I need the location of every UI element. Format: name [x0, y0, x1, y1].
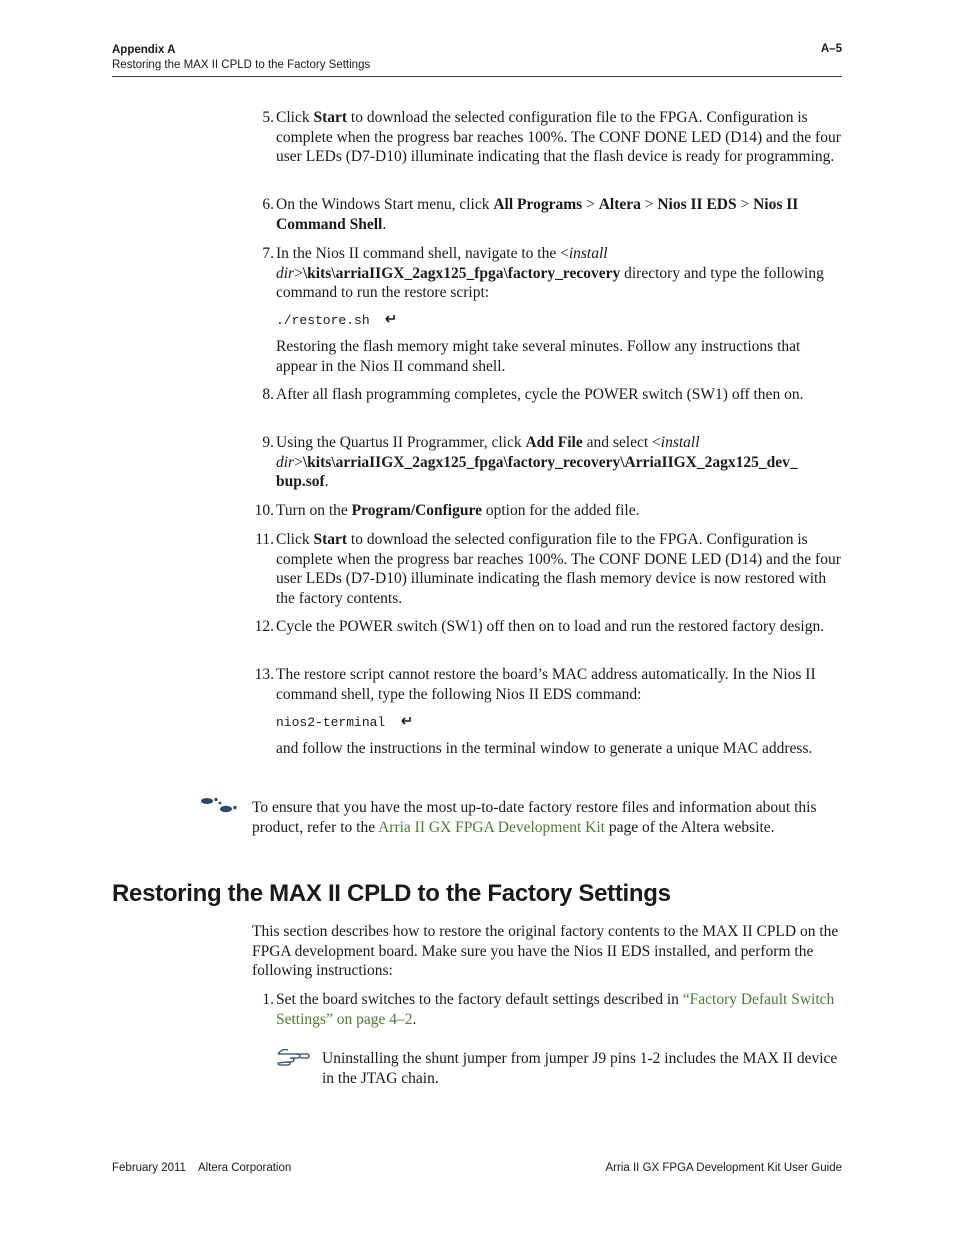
step-text — [276, 530, 842, 608]
running-header — [112, 43, 370, 73]
text-run: After all flash programming completes, cycle the POWER switch (SW1) off then on. — [276, 386, 804, 403]
tip-text: To ensure that you have the most up-to-date factory restore files and information about this product, refer to the Arria II GX FPGA Development Kit page of the Altera website. — [252, 799, 817, 836]
step-text — [276, 244, 842, 303]
step-text — [276, 433, 842, 492]
text-run: Using the Quartus II Programmer, click — [276, 434, 526, 451]
text-run: . — [382, 215, 387, 233]
kit-page-link[interactable]: Arria II GX FPGA Development Kit — [378, 818, 605, 836]
footprints-icon — [200, 796, 240, 814]
text-run: In the Nios II command shell, navigate to the < — [276, 245, 569, 262]
step-text — [276, 385, 842, 405]
text-run: option for the added file. — [481, 502, 640, 519]
header-section: Restoring the MAX II CPLD to the Factory Settings — [112, 59, 371, 71]
step-text — [276, 195, 842, 234]
text-run: Click — [276, 531, 314, 548]
switch-settings-link[interactable]: “Factory Default Switch Settings” on page 4–2 — [276, 991, 835, 1028]
return-key-icon — [399, 716, 413, 726]
text-run: > — [294, 453, 303, 471]
step-text — [276, 665, 842, 704]
step-number: 5. — [262, 109, 274, 126]
step-number: 13. — [254, 666, 274, 683]
italic-term: install dir — [276, 245, 608, 282]
note-text: Uninstalling the shunt jumper from jumper J9 pins 1-2 includes the MAX II device in the JTAG chain. — [322, 1050, 838, 1087]
text-run: Click — [276, 109, 314, 126]
text-run: The restore script cannot restore the board’s MAC address automatically. In the Nios II command shell, type the following Nios II EDS command: — [276, 666, 816, 703]
header-appendix: Appendix A — [112, 44, 176, 56]
text-run: > — [582, 196, 599, 213]
header-divider — [112, 76, 842, 77]
text-run: > — [640, 196, 658, 213]
bold-term: \kits\arriaIIGX_2agx125_fpga\factory_recovery — [302, 264, 621, 282]
bold-term: Nios II Command Shell — [276, 196, 799, 233]
pointing-hand-icon — [276, 1046, 310, 1066]
code-text: ./restore.sh — [276, 313, 370, 328]
step-text — [276, 501, 842, 521]
italic-term: install dir — [276, 434, 700, 471]
text-run: > — [736, 196, 754, 213]
code-text: nios2-terminal — [276, 715, 386, 730]
step-number: 6. — [262, 196, 274, 213]
page-number: A–5 — [820, 43, 842, 55]
step-text — [276, 617, 842, 637]
code-nios — [276, 715, 842, 731]
text-run: On the Windows Start menu, click — [276, 196, 494, 213]
step-number: 7. — [262, 245, 274, 262]
section-intro: This section describes how to restore the original factory contents to the MAX II CPLD on the FPGA development board. Make sure you have the Nios II EDS installed, and perform the following instructions: — [252, 923, 839, 980]
footer-date: February 2011 — [112, 1162, 186, 1174]
text-run: directory and type the following command to run the restore script: — [276, 264, 824, 302]
text-run: Turn on the — [276, 502, 352, 519]
bold-term: Nios II EDS — [657, 196, 737, 213]
code-restore — [276, 313, 842, 329]
text-run: Cycle the POWER switch (SW1) off then on to load and run the restored factory design. — [276, 618, 825, 635]
text-run: to download the selected configuration file to the FPGA. Configuration is complete when the progress bar reaches 100%. The CONF DONE LED (D14) and the four user LEDs (D7-D10) illuminate indicating the flash memory device is now restored with the factory contents. — [276, 531, 841, 607]
step-number: 9. — [262, 434, 274, 451]
step-text — [276, 108, 842, 167]
section-title: Restoring the MAX II CPLD to the Factory Settings — [112, 880, 671, 907]
bold-term: Start — [313, 109, 348, 126]
return-key-icon — [383, 314, 397, 324]
step-number: 11. — [255, 531, 274, 548]
text-run: > — [294, 264, 303, 282]
footer-guide-title: Arria II GX FPGA Development Kit User Guide — [605, 1162, 842, 1174]
bold-term: Altera — [598, 196, 641, 213]
bold-term: Add File — [525, 434, 583, 451]
step-text: Set the board switches to the factory default settings described in “Factory Default Switch Settings” on page 4–2. — [276, 991, 835, 1028]
bold-term: Program/Configure — [351, 502, 482, 519]
text-run: and select < — [582, 434, 661, 451]
footer-left — [112, 1162, 291, 1174]
text-run: to download the selected configuration file to the FPGA. Configuration is complete when the progress bar reaches 100%. The CONF DONE LED (D14) and the four user LEDs (D7-D10) illuminate indicating that the flash device is ready for programming. — [276, 109, 841, 166]
step-number: 12. — [254, 618, 274, 635]
step-number: 10. — [254, 502, 274, 519]
restore-note: Restoring the flash memory might take several minutes. Follow any instructions that appear in the Nios II command shell. — [276, 338, 801, 375]
bold-term: All Programs — [493, 196, 583, 213]
text-run: . — [324, 473, 329, 491]
nios-follow-text: and follow the instructions in the terminal window to generate a unique MAC address. — [276, 740, 813, 757]
step-number: 8. — [262, 386, 274, 403]
footer-company: Altera Corporation — [197, 1162, 292, 1174]
step-number: 1. — [262, 991, 274, 1008]
bold-term: Start — [313, 531, 348, 548]
bold-term: \kits\arriaIIGX_2agx125_fpga\factory_recovery\ArriaIIGX_2agx125_dev_ bup.sof — [276, 453, 798, 491]
